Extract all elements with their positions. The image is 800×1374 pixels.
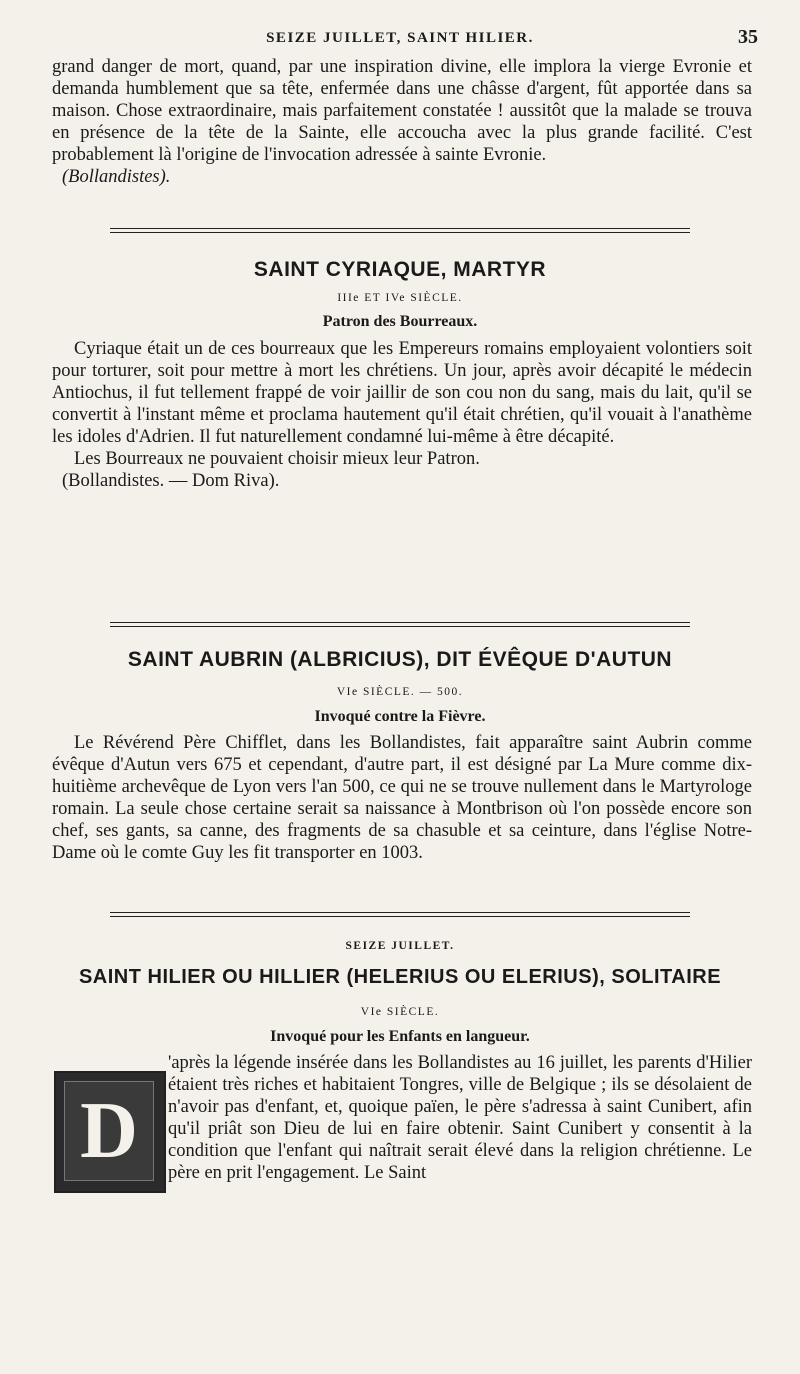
hilier-date-heading: SEIZE JUILLET. <box>345 940 455 952</box>
cyriaque-title: SAINT CYRIAQUE, MARTYR <box>253 258 547 281</box>
page-number: 35 <box>738 26 758 48</box>
hilier-paragraph <box>52 1052 752 1184</box>
cyriaque-period: IIIe ET IVe SIÈCLE. <box>337 292 463 304</box>
cyriaque-paragraph-1: Cyriaque était un de ces bourreaux que les Empereurs romains employaient volontiers soit pour torturer, soit pour mettre à mort les chrétiens. Un jour, après avoir décapité le médecin Antiochus, il fut tellement frappé de voir jaillir de son cou non du sang, mais du lait, qu'il se convertit à l'instant même et proclama hautement qu'il était chrétien, qu'il vouait à l'anathème les idoles d'Adrien. Il fut naturellement condamné lui-même à être décapité. <box>52 339 752 447</box>
cyriaque-patron: Patron des Bourreaux. <box>322 313 478 330</box>
aubrin-period: VIe SIÈCLE. — 500. <box>336 686 464 698</box>
section-divider <box>110 912 690 917</box>
hilier-patron: Invoqué pour les Enfants en langueur. <box>270 1028 530 1045</box>
top-paragraph: grand danger de mort, quand, par une inspiration divine, elle implora la vierge Evronie et demanda humblement que sa tête, enfermée dans une châsse d'argent, fût apportée dans sa maison. Chose extraordinaire, mais parfaitement constatée ! aussitôt que la malade se trouva en présence de la tête de la Sainte, elle accoucha avec la plus grande facilité. C'est probablement là l'origine de l'invocation adressée à sainte Evronie. <box>52 57 752 165</box>
dropcap-letter: D <box>80 1087 138 1175</box>
cyriaque-body <box>52 338 752 492</box>
dropcap-float-space <box>52 1072 168 1190</box>
cyriaque-source: (Bollandistes. — Dom Riva). <box>62 471 280 491</box>
aubrin-patron: Invoqué contre la Fièvre. <box>314 708 486 725</box>
hilier-body <box>52 1052 752 1190</box>
hilier-paragraph-text: 'après la légende insérée dans les Bollandistes au 16 juillet, les parents d'Hilier étaient très riches et habitaient Tongres, ville de Belgique ; ils se désolaient de n'avoir pas d'enfant, et, quoique païen, le père s'adressa à saint Cunibert, afin qu'il priât son Dieu de lui en faire obtenir. Saint Cunibert y consentit à la condition que l'enfant qui naîtrait serait élevé dans la religion chrétienne. Le père en prit l'engagement. Le Saint <box>168 1053 752 1183</box>
aubrin-paragraph: Le Révérend Père Chifflet, dans les Bollandistes, fait apparaître saint Aubrin comme évêque d'Autun vers 675 et cependant, d'autre part, il est désigné par La Mure comme dix-huitième archevêque de Lyon vers l'an 500, ce qui ne se trouve nullement dans le Martyrologe romain. La seule chose certaine serait sa naissance à Montbrison où l'on possède encore son chef, ses gants, sa canne, des fragments de sa chasuble et sa ceinture, dans l'église Notre-Dame où le comte Guy les fit transporter en 1003. <box>52 733 752 863</box>
top-source: (Bollandistes). <box>62 167 171 187</box>
aubrin-title: SAINT AUBRIN (ALBRICIUS), DIT ÉVÊQUE D'AUTUN <box>127 648 673 671</box>
hilier-title: SAINT HILIER OU HILLIER (HELERIUS OU ELERIUS), SOLITAIRE <box>78 966 722 988</box>
section-divider <box>110 622 690 627</box>
hilier-period: VIe SIÈCLE. <box>360 1006 440 1018</box>
aubrin-body <box>52 732 752 864</box>
section-divider <box>110 228 690 233</box>
cyriaque-paragraph-2: Les Bourreaux ne pouvaient choisir mieux leur Patron. <box>74 449 480 469</box>
top-passage <box>52 56 752 188</box>
running-head: SEIZE JUILLET, SAINT HILIER. <box>266 30 534 46</box>
